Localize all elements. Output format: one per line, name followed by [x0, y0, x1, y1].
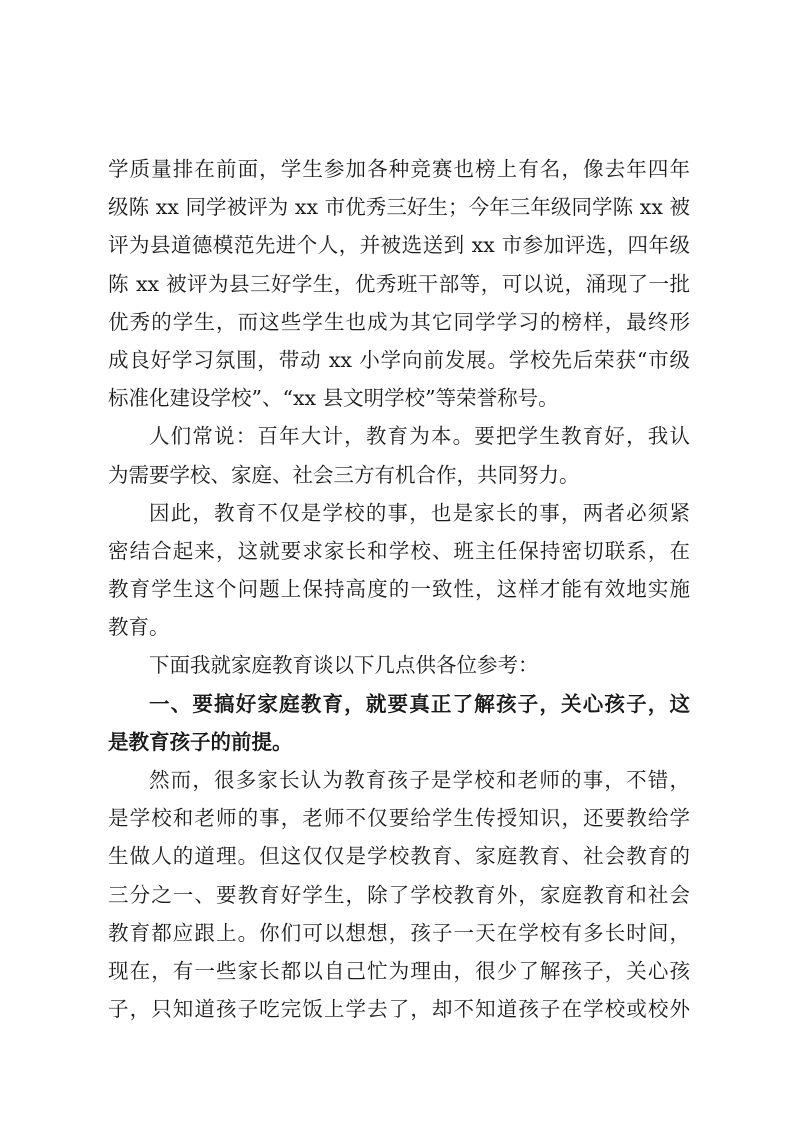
paragraph-line: 成良好学习氛围，带动 xx 小学向前发展。学校先后荣获“市级: [108, 347, 690, 372]
paragraph-line: 标准化建设学校”、“xx 县文明学校”等荣誉称号。: [108, 386, 559, 411]
paragraph-line: 级陈 xx 同学被评为 xx 市优秀三好生；今年三年级同学陈 xx 被: [108, 195, 690, 220]
section-heading-line: 是教育孩子的前提。: [108, 729, 293, 754]
paragraph-line: 优秀的学生，而这些学生也成为其它同学学习的榜样，最终形: [108, 309, 690, 334]
paragraph-line: 现在，有一些家长都以自己忙为理由，很少了解孩子，关心孩: [108, 958, 690, 983]
paragraph-line: 为需要学校、家庭、社会三方有机合作，共同努力。: [108, 462, 580, 487]
paragraph-line: 三分之一、要教育好学生，除了学校教育外，家庭教育和社会: [108, 882, 690, 907]
paragraph-line: 下面我就家庭教育谈以下几点供各位参考：: [149, 653, 539, 678]
paragraph-line: 教育都应跟上。你们可以想想，孩子一天在学校有多长时间，: [108, 920, 690, 945]
paragraph-line: 陈 xx 被评为县三好学生，优秀班干部等，可以说，涌现了一批: [108, 271, 690, 296]
paragraph-line: 教育。: [108, 615, 170, 640]
paragraph-line: 教育学生这个问题上保持高度的一致性，这样才能有效地实施: [108, 577, 690, 602]
paragraph-line: 子，只知道孩子吃完饭上学去了，却不知道孩子在学校或校外: [108, 997, 690, 1022]
paragraph-line: 学质量排在前面，学生参加各种竞赛也榜上有名，像去年四年: [108, 157, 690, 181]
paragraph-line: 是学校和老师的事，老师不仅要给学生传授知识，还要教给学: [108, 806, 690, 831]
paragraph-line: 评为县道德模范先进个人，并被选送到 xx 市参加评选，四年级: [108, 233, 690, 258]
paragraph-line: 然而，很多家长认为教育孩子是学校和老师的事，不错，: [149, 768, 690, 792]
body-text: [108, 150, 690, 1028]
paragraph-line: 生做人的道理。但这仅仅是学校教育、家庭教育、社会教育的: [108, 844, 690, 869]
section-heading-line: 一、要搞好家庭教育，就要真正了解孩子，关心孩子，这: [149, 691, 690, 716]
paragraph-line: 人们常说：百年大计，教育为本。要把学生教育好，我认: [149, 424, 690, 449]
paragraph-line: 密结合起来，这就要求家长和学校、班主任保持密切联系，在: [108, 538, 690, 563]
paragraph-line: 因此，教育不仅是学校的事，也是家长的事，两者必须紧: [149, 500, 690, 525]
